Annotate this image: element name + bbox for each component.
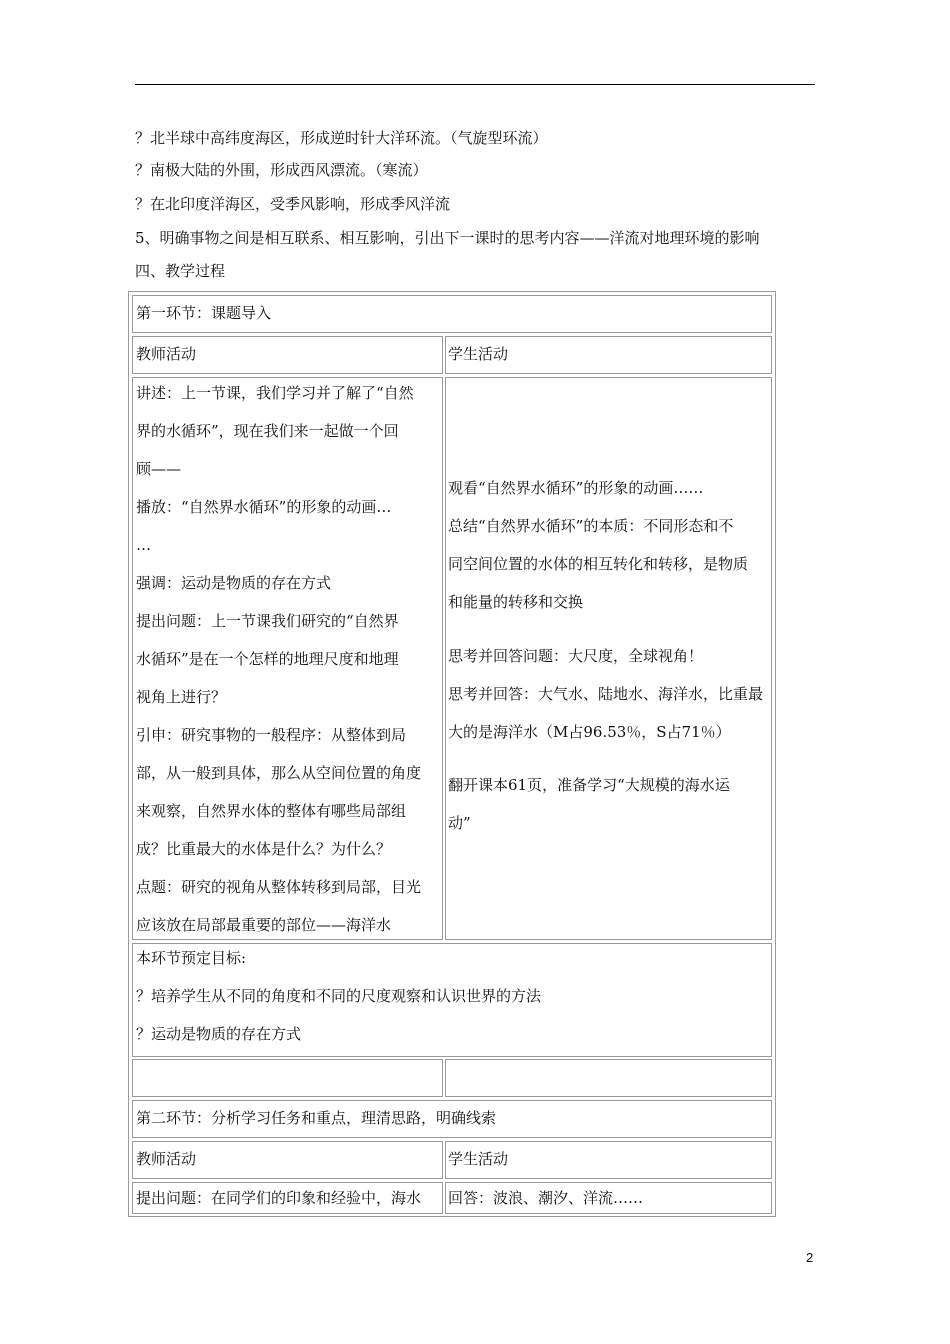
- student-line: 同空间位置的水体的相互转化和转移，是物质: [448, 555, 749, 573]
- teaching-process-table: [128, 291, 776, 1217]
- teacher-line: 视角上进行？: [136, 688, 227, 706]
- student-header2: 学生活动: [448, 1150, 509, 1168]
- teacher-line: 水循环”是在一个怎样的地理尺度和地理: [136, 650, 399, 668]
- student-header: 学生活动: [448, 345, 509, 363]
- intro-line-4: 5、明确事物之间是相互联系、相互影响，引出下一课时的思考内容——洋流对地理环境的影响: [135, 229, 760, 247]
- intro-line-1: ？北半球中高纬度海区，形成逆时针大洋环流。（气旋型环流）: [135, 129, 548, 147]
- teacher-header: 教师活动: [136, 345, 197, 363]
- student-line: 思考并回答：大气水、陆地水、海洋水，比重最: [448, 685, 764, 703]
- goals-line: ？培养学生从不同的角度和不同的尺度观察和认识世界的方法: [136, 987, 542, 1005]
- student-header-cell: [445, 336, 772, 374]
- teacher-header2-cell: [132, 1141, 443, 1179]
- teacher-line: 播放：“自然界水循环”的形象的动画…: [136, 498, 392, 516]
- teacher-line: 部，从一般到具体，那么从空间位置的角度: [136, 764, 422, 782]
- section1-title: 第一环节：课题导入: [136, 304, 272, 322]
- empty-cell-right: [445, 1059, 772, 1097]
- header-rule: [135, 84, 815, 85]
- teacher-line: 来观察，自然界水体的整体有哪些局部组: [136, 802, 407, 820]
- teacher-line: 成？比重最大的水体是什么？为什么？: [136, 840, 392, 858]
- student-line: 和能量的转移和交换: [448, 593, 584, 611]
- section1-title-cell: [132, 295, 772, 333]
- teacher-activity-cell: [132, 377, 443, 940]
- student-line: 大的是海洋水（M占96.53％，S占71％）: [448, 723, 731, 741]
- intro-line-2: ？南极大陆的外围，形成西风漂流。（寒流）: [135, 161, 428, 179]
- teacher-line: 引申：研究事物的一般程序：从整体到局: [136, 726, 407, 744]
- student-activity-text-c: [448, 774, 730, 850]
- teacher-line: 提出问题：上一节课我们研究的“自然界: [136, 612, 399, 630]
- goals-cell: [132, 943, 772, 1057]
- teacher-last-cell: [132, 1182, 443, 1214]
- section2-title: 第二环节：分析学习任务和重点，理清思路，明确线索: [136, 1109, 497, 1127]
- student-activity-text-a: [448, 477, 748, 629]
- empty-cell-left: [132, 1059, 443, 1097]
- student-line: 观看“自然界水循环”的形象的动画……: [448, 479, 704, 497]
- student-activity-text-b: [448, 645, 763, 759]
- student-activity-cell: [445, 377, 772, 940]
- teacher-line: …: [136, 536, 151, 554]
- teacher-line: 界的水循环”，现在我们来一起做一个回: [136, 422, 399, 440]
- teacher-last-text: 提出问题：在同学们的印象和经验中，海水: [136, 1189, 422, 1207]
- teacher-activity-text: [136, 382, 421, 952]
- goals-text: [136, 947, 541, 1061]
- page-number: 2: [806, 1250, 814, 1265]
- student-line: 翻开课本61页，准备学习“大规模的海水运: [448, 776, 730, 794]
- goals-line: 本环节预定目标:: [136, 949, 247, 967]
- section2-title-cell: [132, 1100, 772, 1138]
- goals-line: ？运动是物质的存在方式: [136, 1025, 302, 1043]
- teacher-line: 讲述：上一节课，我们学习并了解了“自然: [136, 384, 414, 402]
- student-last-cell: [445, 1182, 772, 1214]
- student-header2-cell: [445, 1141, 772, 1179]
- student-last-text: 回答：波浪、潮汐、洋流……: [448, 1189, 644, 1207]
- section-heading: 四、教学过程: [135, 262, 226, 280]
- student-line: 思考并回答问题：大尺度，全球视角！: [448, 647, 704, 665]
- teacher-header2: 教师活动: [136, 1150, 197, 1168]
- intro-line-3: ？在北印度洋海区，受季风影响，形成季风洋流: [135, 195, 451, 213]
- teacher-line: 强调：运动是物质的存在方式: [136, 574, 332, 592]
- teacher-line: 顾——: [136, 460, 182, 478]
- teacher-header-cell: [132, 336, 443, 374]
- teacher-line: 点题：研究的视角从整体转移到局部，目光: [136, 878, 422, 896]
- student-line: 总结“自然界水循环”的本质：不同形态和不: [448, 517, 734, 535]
- student-line: 动”: [448, 814, 471, 832]
- teacher-line: 应该放在局部最重要的部位——海洋水: [136, 916, 392, 934]
